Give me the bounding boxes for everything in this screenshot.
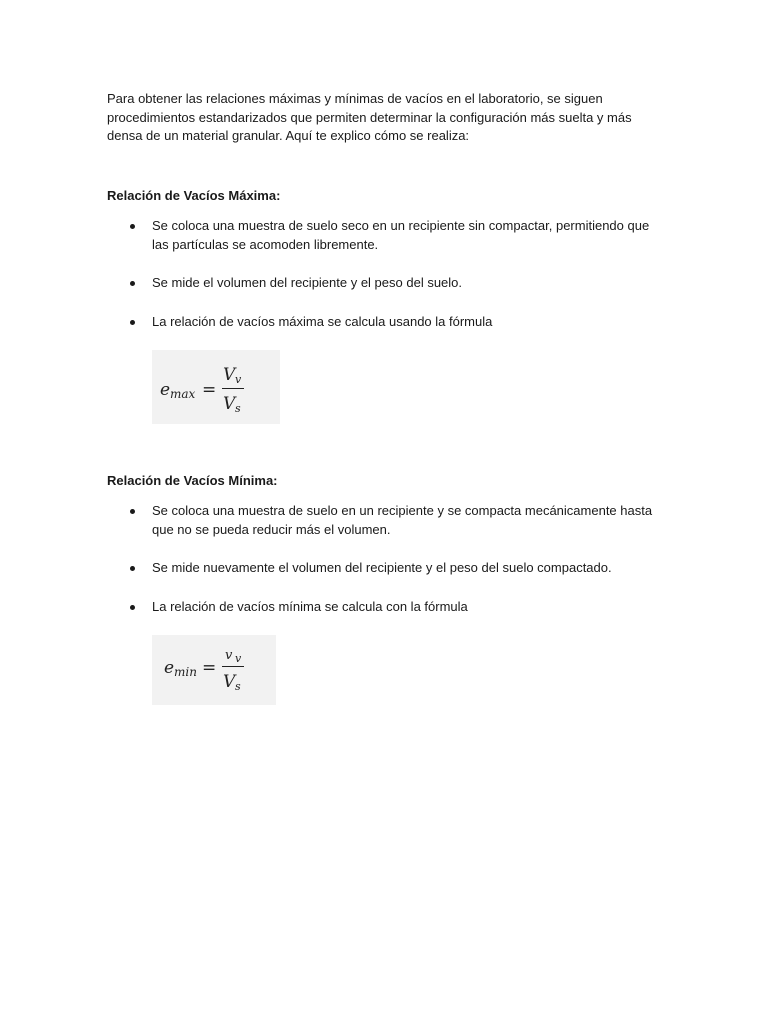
bullet-icon bbox=[130, 566, 135, 571]
list-item-text: Se coloca una muestra de suelo seco en un recipiente sin compactar, permitiendo que las partículas se acomoden libremente. bbox=[152, 218, 650, 252]
list-item-text: Se coloca una muestra de suelo en un recipiente y se compacta mecánicamente hasta que no se pueda reducir más el volumen. bbox=[152, 503, 653, 537]
intro-paragraph: Para obtener las relaciones máximas y mínimas de vacíos en el laboratorio, se siguen procedimientos estandarizados que permiten determinar la configuración más suelta y más densa de un material granular. Aquí te explico cómo se realiza: bbox=[107, 91, 632, 143]
bullet-icon bbox=[130, 320, 135, 325]
list-item bbox=[107, 217, 667, 254]
formula-e-min bbox=[152, 635, 276, 705]
heading-min-void-ratio: Relación de Vacíos Mínima: bbox=[107, 473, 278, 488]
list-item bbox=[107, 598, 667, 617]
formula-lhs-subscript: max bbox=[170, 387, 196, 401]
formula-e-max-svg bbox=[152, 350, 280, 424]
formula-lhs-subscript: min bbox=[174, 665, 197, 679]
list-item-text: Se mide el volumen del recipiente y el peso del suelo. bbox=[152, 275, 463, 290]
formula-e-max bbox=[152, 350, 280, 424]
bullet-icon bbox=[130, 224, 135, 229]
list-item bbox=[107, 559, 667, 578]
formula-equals-sign: = bbox=[202, 658, 217, 678]
list-item-text: Se mide nuevamente el volumen del recipiente y el peso del suelo compactado. bbox=[152, 560, 612, 575]
formula-denominator-symbol: V bbox=[223, 672, 236, 692]
bullet-icon bbox=[130, 509, 135, 514]
formula-numerator-symbol: V bbox=[223, 365, 236, 385]
formula-equals-sign: = bbox=[202, 380, 217, 400]
bullet-list-min bbox=[107, 502, 667, 616]
heading-max-void-ratio: Relación de Vacíos Máxima: bbox=[107, 188, 281, 203]
formula-lhs-symbol: e bbox=[160, 380, 171, 400]
list-item bbox=[107, 313, 667, 332]
list-item-text: La relación de vacíos mínima se calcula con la fórmula bbox=[152, 598, 468, 614]
formula-denominator-subscript: s bbox=[235, 680, 241, 693]
formula-numerator-subscript: v bbox=[235, 373, 242, 386]
formula-denominator-symbol: V bbox=[223, 394, 236, 414]
bullet-list-max bbox=[107, 217, 667, 331]
bullet-icon bbox=[130, 605, 135, 610]
list-item bbox=[107, 502, 667, 539]
list-item-text: La relación de vacíos máxima se calcula usando la fórmula bbox=[152, 313, 493, 329]
formula-numerator-subscript: v bbox=[235, 652, 242, 665]
list-item bbox=[107, 274, 667, 293]
formula-denominator-subscript: s bbox=[235, 402, 241, 415]
formula-numerator-symbol: v bbox=[225, 648, 233, 663]
formula-lhs-symbol: e bbox=[164, 658, 175, 678]
bullet-icon bbox=[130, 281, 135, 286]
formula-e-min-svg bbox=[152, 635, 276, 705]
